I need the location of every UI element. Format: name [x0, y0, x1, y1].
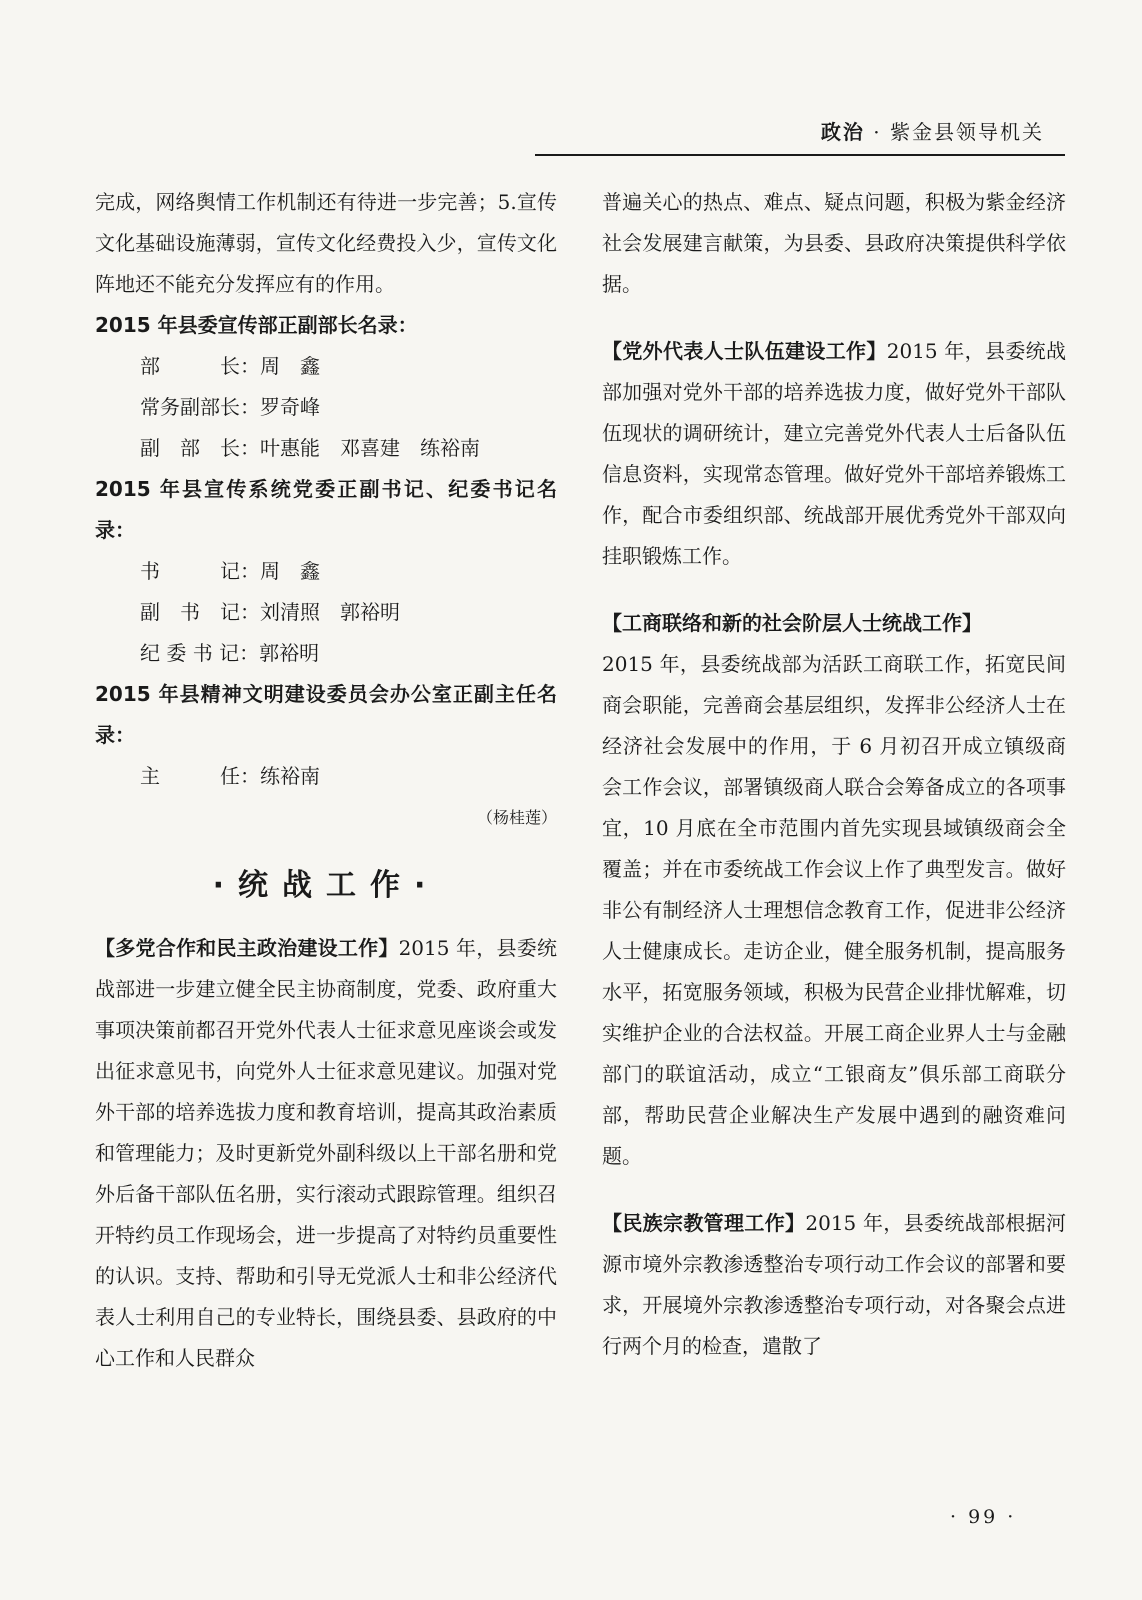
paragraph-heading: 【工商联络和新的社会阶层人士统战工作】	[602, 611, 982, 635]
paragraph	[602, 1203, 1066, 1367]
roster-line: 副 部 长：叶惠能 邓喜建 练裕南	[140, 436, 480, 460]
right-column	[602, 182, 1066, 1367]
section-title: ·统战工作·	[212, 868, 440, 903]
roster-line: 部 长：周 鑫	[140, 354, 320, 378]
roster-line: 主 任：练裕南	[140, 764, 320, 788]
header-dot: ·	[873, 120, 882, 144]
paragraph-body: 2015 年，县委统战部根据河源市境外宗教渗透整治专项行动工作会议的部署和要求，开展境外宗教渗透整治专项行动，对各聚会点进行两个月的检查，遣散了	[602, 1211, 1066, 1358]
header-subsection: 紫金县领导机关	[890, 120, 1044, 144]
roster-title: 2015 年县精神文明建设委员会办公室正副主任名录：	[95, 682, 557, 747]
paragraph-body: 2015 年，县委统战部加强对党外干部的培养选拔力度，做好党外干部队伍现状的调研统计，建立完善党外代表人士后备队伍信息资料，实现常态管理。做好党外干部培养锻炼工作，配合市委组织部、统战部开展优秀党外干部双向挂职锻炼工作。	[602, 339, 1066, 568]
roster-title: 2015 年县委宣传部正副部长名录：	[95, 313, 418, 337]
paragraph-body: 2015 年，县委统战部进一步建立健全民主协商制度，党委、政府重大事项决策前都召开党外代表人士征求意见座谈会或发出征求意见书，向党外人士征求意见建议。加强对党外干部的培养选拔力度和教育培训，提高其政治素质和管理能力；及时更新党外副科级以上干部名册和党外后备干部队伍名册，实行滚动式跟踪管理。组织召开特约员工作现场会，进一步提高了对特约员重要性的认识。支持、帮助和引导无党派人士和非公经济代表人士利用自己的专业特长，围绕县委、县政府的中心工作和人民群众	[95, 936, 558, 1370]
paragraph-heading: 【民族宗教管理工作】	[602, 1211, 806, 1235]
spacer	[602, 577, 1066, 603]
roster-line: 常务副部长：罗奇峰	[140, 395, 320, 419]
spacer	[602, 305, 1066, 331]
paragraph	[602, 331, 1066, 577]
page-number: · 99 ·	[950, 1506, 1017, 1528]
header-rule	[535, 154, 1065, 156]
left-column	[95, 182, 557, 1379]
paragraph: 普遍关心的热点、难点、疑点问题，积极为紫金经济社会发展建言献策，为县委、县政府决策提供科学依据。	[602, 190, 1066, 296]
running-header	[821, 116, 1044, 145]
paragraph-heading: 【党外代表人士队伍建设工作】	[602, 339, 887, 363]
spacer	[602, 1177, 1066, 1203]
paragraph-heading: 【多党合作和民主政治建设工作】	[95, 936, 399, 960]
author-credit: （杨桂莲）	[476, 808, 557, 827]
roster-title: 2015 年县宣传系统党委正副书记、纪委书记名录：	[95, 477, 557, 542]
header-section: 政治	[820, 120, 865, 144]
roster-line: 副 书 记：刘清照 郭裕明	[140, 600, 400, 624]
paragraph: 完成，网络舆情工作机制还有待进一步完善；5.宣传文化基础设施薄弱，宣传文化经费投入少，宣传文化阵地还不能充分发挥应有的作用。	[95, 190, 557, 296]
roster-line: 书 记：周 鑫	[140, 559, 320, 583]
roster-line: 纪 委 书 记：郭裕明	[140, 641, 320, 665]
paragraph	[95, 928, 557, 1379]
paragraph-body: 2015 年，县委统战部为活跃工商联工作，拓宽民间商会职能，完善商会基层组织，发挥非公经济人士在经济社会发展中的作用，于 6 月初召开成立镇级商会工作会议，部署镇级商人联合会筹备成立的各项事宜，10 月底在全市范围内首先实现县域镇级商会全覆盖；并在市委统战工作会议上作了典型发言。做好非公有制经济人士理想信念教育工作，促进非公经济人士健康成长。走访企业，健全服务机制，提高服务水平，拓宽服务领域，积极为民营企业排忧解难，切实维护企业的合法权益。开展工商企业界人士与金融部门的联谊活动，成立“工银商友”俱乐部工商联分部，帮助民营企业解决生产发展中遇到的融资难问题。	[602, 652, 1066, 1168]
